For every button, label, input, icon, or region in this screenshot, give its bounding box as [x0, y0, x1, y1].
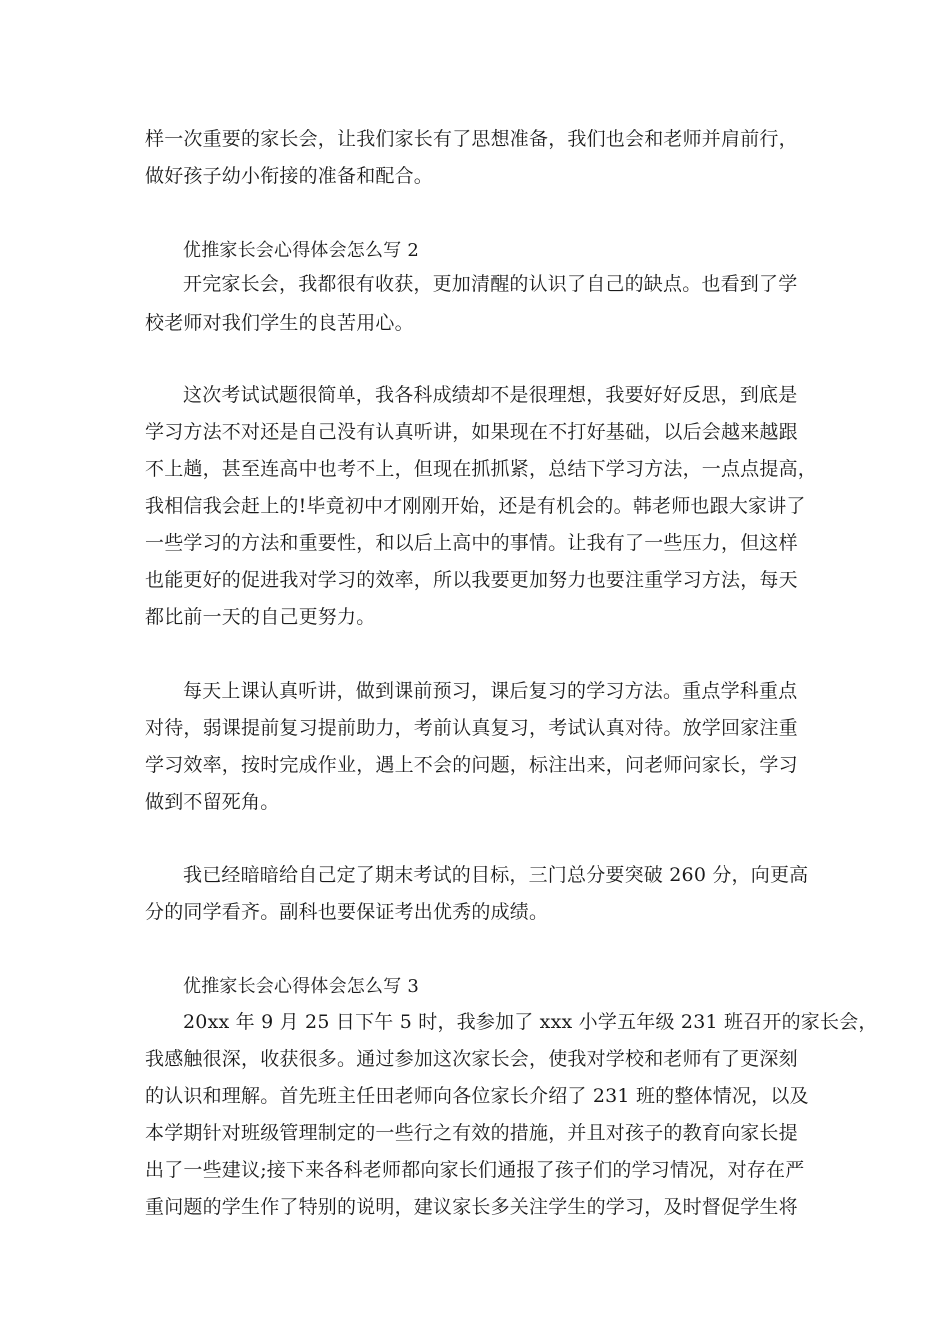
text-line: 样一次重要的家长会，让我们家长有了思想准备，我们也会和老师并肩前行，: [145, 128, 798, 150]
text-line: 做到不留死角。: [145, 791, 280, 813]
text-line: 都比前一天的自己更努力。: [145, 606, 376, 628]
text-line: 做好孩子幼小衔接的准备和配合。: [145, 165, 434, 187]
text-line: 我感触很深，收获很多。通过参加这次家长会，使我对学校和老师有了更深刻: [145, 1048, 798, 1070]
section-heading: 优推家长会心得体会怎么写 2: [183, 240, 419, 261]
text-line: 对待，弱课提前复习提前助力，考前认真复习，考试认真对待。放学回家注重: [145, 717, 798, 739]
text-line: 不上趟，甚至连高中也考不上，但现在抓抓紧，总结下学习方法，一点点提高，: [145, 458, 818, 480]
text-line: 校老师对我们学生的良苦用心。: [145, 312, 414, 334]
text-line: 也能更好的促进我对学习的效率，所以我要更加努力也要注重学习方法，每天: [145, 569, 798, 591]
text-line: 出了一些建议;接下来各科老师都向家长们通报了孩子们的学习情况，对存在严: [145, 1159, 805, 1181]
text-line: 每天上课认真听讲，做到课前预习，课后复习的学习方法。重点学科重点: [183, 680, 798, 702]
text-line: 重问题的学生作了特别的说明，建议家长多关注学生的学习，及时督促学生将: [145, 1196, 798, 1218]
text-line: 开完家长会，我都很有收获，更加清醒的认识了自己的缺点。也看到了学: [183, 273, 798, 295]
text-line: 20xx 年 9 月 25 日下午 5 时，我参加了 xxx 小学五年级 231 班召开的家长会，: [183, 1011, 878, 1033]
text-line: 学习方法不对还是自己没有认真听讲，如果现在不打好基础，以后会越来越跟: [145, 421, 798, 443]
text-line: 我已经暗暗给自己定了期末考试的目标，三门总分要突破 260 分，向更高: [183, 864, 809, 886]
text-line: 本学期针对班级管理制定的一些行之有效的措施，并且对孩子的教育向家长提: [145, 1122, 798, 1144]
text-line: 一些学习的方法和重要性，和以后上高中的事情。让我有了一些压力，但这样: [145, 532, 798, 554]
text-line: 学习效率，按时完成作业，遇上不会的问题，标注出来，问老师问家长，学习: [145, 754, 798, 776]
section-heading: 优推家长会心得体会怎么写 3: [183, 976, 419, 997]
text-line: 分的同学看齐。副科也要保证考出优秀的成绩。: [145, 901, 549, 923]
text-line: 这次考试试题很简单，我各科成绩却不是很理想，我要好好反思，到底是: [183, 384, 798, 406]
text-line: 我相信我会赶上的!毕竟初中才刚刚开始，还是有机会的。韩老师也跟大家讲了: [145, 495, 806, 517]
text-line: 的认识和理解。首先班主任田老师向各位家长介绍了 231 班的整体情况，以及: [145, 1085, 809, 1107]
